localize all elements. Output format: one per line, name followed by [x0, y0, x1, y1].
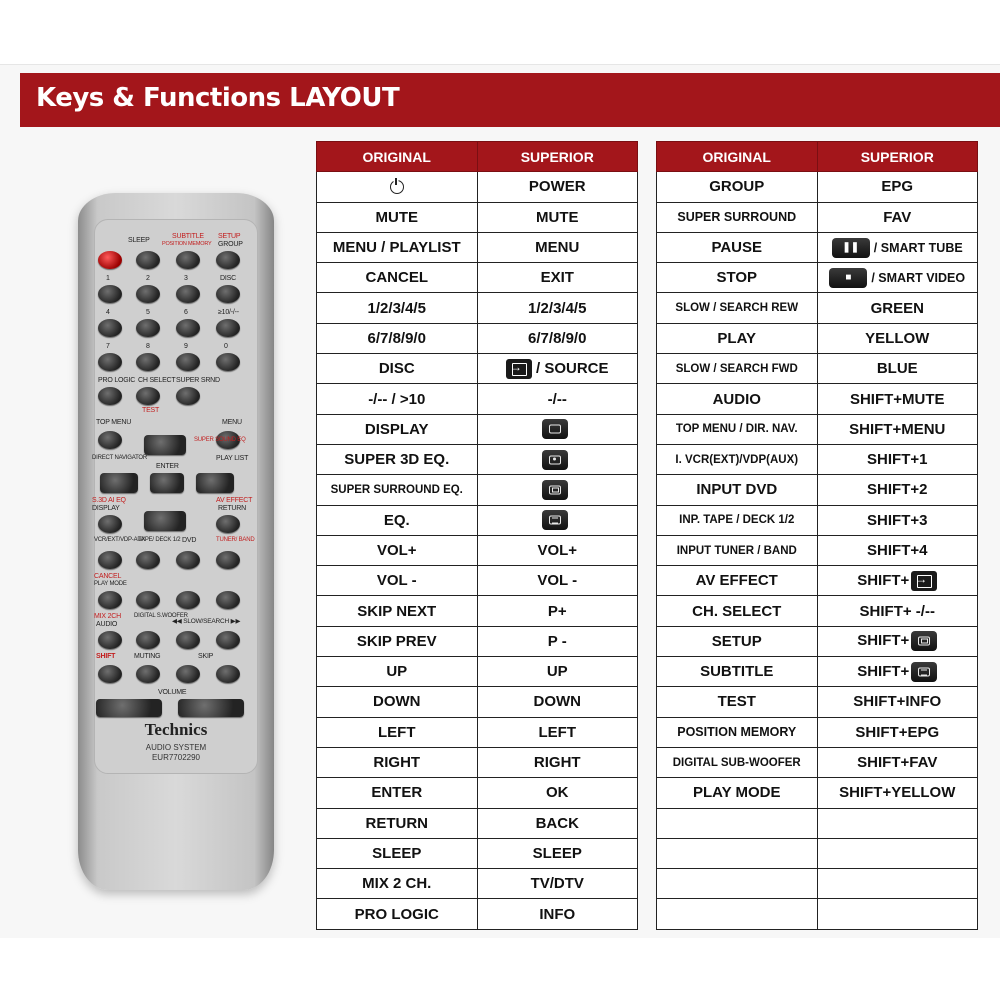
- original-cell: VOL+: [317, 535, 478, 565]
- remote-key: [98, 285, 122, 303]
- remote-key: [216, 353, 240, 371]
- superior-cell-text: SHIFT+: [857, 571, 910, 589]
- superior-cell-text: SHIFT+: [857, 632, 910, 650]
- table-row: [317, 475, 638, 505]
- original-cell: -/-- / >10: [317, 384, 478, 414]
- remote-key: [136, 353, 160, 371]
- column-header-superior: SUPERIOR: [477, 142, 638, 172]
- remote-sleep-key: [136, 251, 160, 269]
- table-row: [657, 596, 978, 626]
- table-row: [657, 899, 978, 929]
- remote-key: [98, 665, 122, 683]
- original-cell: [657, 899, 818, 929]
- remote-label-sleep: SLEEP: [128, 237, 150, 244]
- remote-key: [216, 319, 240, 337]
- remote-label-skip: SKIP: [198, 653, 214, 660]
- key-mapping-table-right: [656, 141, 978, 930]
- original-cell: EQ.: [317, 505, 478, 535]
- superior-cell: UP: [477, 657, 638, 687]
- superior-cell: EPG: [817, 172, 978, 202]
- table-row: [657, 505, 978, 535]
- original-cell: INPUT TUNER / BAND: [657, 535, 818, 565]
- remote-label-digital-swoofer: DIGITAL S.WOOFER: [134, 613, 188, 619]
- superior-cell: VOL -: [477, 566, 638, 596]
- remote-control-image: [78, 193, 274, 890]
- superior-cell: SHIFT+MENU: [817, 414, 978, 444]
- display-key-icon: [542, 419, 568, 439]
- key-mapping-table-left: [316, 141, 638, 930]
- source-icon: [911, 571, 937, 591]
- superior-cell: P+: [477, 596, 638, 626]
- original-cell: INP. TAPE / DECK 1/2: [657, 505, 818, 535]
- remote-key: [136, 387, 160, 405]
- superior-cell: MUTE: [477, 202, 638, 232]
- title-banner: [20, 73, 1000, 127]
- remote-label-digit: 1: [106, 275, 110, 282]
- original-cell: PLAY: [657, 323, 818, 353]
- remote-label-menu: MENU: [222, 419, 242, 426]
- table-row: [317, 354, 638, 384]
- superior-cell: SHIFT+YELLOW: [817, 778, 978, 808]
- superior-cell: SHIFT+FAV: [817, 747, 978, 777]
- remote-volume-down-key: [96, 699, 162, 717]
- remote-key: [136, 285, 160, 303]
- remote-key: [176, 319, 200, 337]
- remote-label-super-sound-eq: SUPER SOUND EQ: [194, 437, 246, 443]
- remote-power-key: [98, 251, 122, 269]
- superior-cell: [477, 475, 638, 505]
- original-cell: GROUP: [657, 172, 818, 202]
- remote-label-setup: SETUP: [218, 233, 241, 240]
- remote-label-s3d-ai-eq: S.3D AI EQ: [92, 497, 126, 504]
- original-cell: DISPLAY: [317, 414, 478, 444]
- remote-subtitle-key: [176, 251, 200, 269]
- remote-label-mix-2ch: MIX 2CH: [94, 613, 121, 620]
- table-row: [657, 232, 978, 262]
- superior-cell: SHIFT+1: [817, 444, 978, 474]
- superior-cell: SHIFT+3: [817, 505, 978, 535]
- remote-play-key: [216, 591, 240, 609]
- superior-cell-text: SHIFT+: [857, 662, 910, 680]
- superior-cell: BLUE: [817, 354, 978, 384]
- table-row: [657, 172, 978, 202]
- remote-label-ch-select: CH SELECT: [138, 377, 176, 384]
- remote-label-play-list: PLAY LIST: [216, 455, 249, 462]
- superior-cell: FAV: [817, 202, 978, 232]
- remote-key: [216, 631, 240, 649]
- remote-label-top-menu: TOP MENU: [96, 419, 132, 426]
- superior-cell: [817, 232, 978, 262]
- original-cell: TEST: [657, 687, 818, 717]
- table-row: [657, 414, 978, 444]
- table-row: [317, 657, 638, 687]
- remote-label-muting: MUTING: [134, 653, 161, 660]
- remote-label-tuner-band: TUNER/ BAND: [216, 537, 255, 543]
- original-cell: SUPER SURROUND EQ.: [317, 475, 478, 505]
- original-cell: DISC: [317, 354, 478, 384]
- remote-key: [98, 551, 122, 569]
- table-row: [317, 838, 638, 868]
- remote-key: [216, 665, 240, 683]
- remote-key: [176, 353, 200, 371]
- remote-label-play-mode: PLAY MODE: [94, 581, 127, 587]
- table-row: [657, 293, 978, 323]
- remote-brand-logo: Technics: [144, 720, 208, 739]
- original-cell: SUBTITLE: [657, 657, 818, 687]
- superior-cell: SHIFT+ -/--: [817, 596, 978, 626]
- remote-label-slow-search: ◀◀ SLOW/SEARCH ▶▶: [172, 618, 241, 625]
- remote-label-display: DISPLAY: [92, 505, 120, 512]
- remote-label-enter: ENTER: [156, 463, 179, 470]
- remote-setup-key: [216, 251, 240, 269]
- remote-key: [98, 431, 122, 449]
- superior-cell: [477, 354, 638, 384]
- original-cell: RETURN: [317, 808, 478, 838]
- superior-cell: SHIFT+2: [817, 475, 978, 505]
- remote-left-key: [100, 473, 138, 493]
- superior-cell: [817, 899, 978, 929]
- remote-model-number: EUR7702290: [151, 753, 201, 762]
- remote-label-group: GROUP: [218, 241, 243, 248]
- remote-key: [176, 631, 200, 649]
- table-row: [657, 263, 978, 293]
- table-row: [317, 596, 638, 626]
- remote-label-dvd: DVD: [182, 537, 197, 544]
- table-row: [657, 566, 978, 596]
- remote-key: [136, 319, 160, 337]
- table-header-row: [317, 142, 638, 172]
- remote-key: [136, 665, 160, 683]
- remote-label-pro-logic: PRO LOGIC: [98, 377, 136, 384]
- superior-cell: [817, 657, 978, 687]
- table-row: [317, 899, 638, 929]
- remote-key: [98, 631, 122, 649]
- superior-cell: SHIFT+MUTE: [817, 384, 978, 414]
- superior-cell-text: / SOURCE: [535, 359, 609, 377]
- superior-cell: OK: [477, 778, 638, 808]
- table-row: [657, 657, 978, 687]
- superior-cell: LEFT: [477, 717, 638, 747]
- remote-label-digit: 4: [106, 309, 110, 316]
- remote-stop-key: [176, 591, 200, 609]
- remote-label-disc: DISC: [220, 275, 236, 282]
- table-row: [317, 687, 638, 717]
- original-cell: PRO LOGIC: [317, 899, 478, 929]
- superior-cell: BACK: [477, 808, 638, 838]
- original-cell: POSITION MEMORY: [657, 717, 818, 747]
- remote-label-av-effect: AV EFFECT: [216, 497, 253, 504]
- remote-label-digit: 3: [184, 275, 188, 282]
- superior-cell: [817, 838, 978, 868]
- table-row: [317, 869, 638, 899]
- superior-cell: 6/7/8/9/0: [477, 323, 638, 353]
- surround-eq-key-icon: [542, 480, 568, 500]
- superior-cell: TV/DTV: [477, 869, 638, 899]
- table-row: [317, 263, 638, 293]
- original-cell: SKIP PREV: [317, 626, 478, 656]
- table-row: [317, 202, 638, 232]
- table-row: [657, 778, 978, 808]
- remote-key: [98, 515, 122, 533]
- original-cell: MENU / PLAYLIST: [317, 232, 478, 262]
- column-header-original: ORIGINAL: [657, 142, 818, 172]
- original-cell: SLOW / SEARCH FWD: [657, 354, 818, 384]
- original-cell: PLAY MODE: [657, 778, 818, 808]
- table-row: [657, 475, 978, 505]
- top-whitespace: [0, 0, 1000, 64]
- original-cell: INPUT DVD: [657, 475, 818, 505]
- remote-key: [216, 285, 240, 303]
- remote-key: [136, 551, 160, 569]
- table-row: [317, 444, 638, 474]
- remote-key: [136, 631, 160, 649]
- remote-label-audio: AUDIO: [96, 621, 118, 628]
- table-row: [317, 384, 638, 414]
- remote-label-digit: 0: [224, 343, 228, 350]
- original-cell: SLOW / SEARCH REW: [657, 293, 818, 323]
- original-cell: PAUSE: [657, 232, 818, 262]
- table-row: [657, 747, 978, 777]
- original-cell: MIX 2 CH.: [317, 869, 478, 899]
- superior-cell: DOWN: [477, 687, 638, 717]
- table-row: [657, 838, 978, 868]
- table-row: [317, 535, 638, 565]
- original-cell: ENTER: [317, 778, 478, 808]
- original-cell: [317, 172, 478, 202]
- original-cell: AUDIO: [657, 384, 818, 414]
- remote-label-test: TEST: [142, 407, 160, 414]
- original-cell: VOL -: [317, 566, 478, 596]
- superior-cell: [477, 444, 638, 474]
- superior-cell-text: / SMART TUBE: [873, 240, 963, 255]
- table-row: [657, 869, 978, 899]
- superior-cell: EXIT: [477, 263, 638, 293]
- table-row: [657, 384, 978, 414]
- super-3d-key-icon: [542, 450, 568, 470]
- remote-label-vcr-ext: VCR/EXT/VDP-AUX: [94, 537, 146, 543]
- remote-key: [98, 591, 122, 609]
- original-cell: I. VCR(EXT)/VDP(AUX): [657, 444, 818, 474]
- superior-cell: SHIFT+4: [817, 535, 978, 565]
- table-row: [317, 172, 638, 202]
- remote-subtitle-text: AUDIO SYSTEM: [145, 743, 207, 752]
- original-cell: SETUP: [657, 626, 818, 656]
- page-title: Keys & Functions LAYOUT: [36, 83, 400, 113]
- original-cell: SKIP NEXT: [317, 596, 478, 626]
- table-row: [317, 778, 638, 808]
- original-cell: SUPER SURROUND: [657, 202, 818, 232]
- superior-cell: VOL+: [477, 535, 638, 565]
- table-row: [657, 626, 978, 656]
- remote-label-position-memory: POSITION MEMORY: [162, 241, 212, 247]
- original-cell: 1/2/3/4/5: [317, 293, 478, 323]
- original-cell: AV EFFECT: [657, 566, 818, 596]
- remote-label-digit: 5: [146, 309, 150, 316]
- pause-key-icon: ❚❚: [832, 238, 870, 258]
- superior-cell: [817, 566, 978, 596]
- remote-up-key: [144, 435, 186, 455]
- remote-key: [176, 665, 200, 683]
- superior-cell: -/--: [477, 384, 638, 414]
- remote-pause-key: [136, 591, 160, 609]
- remote-label-digit: 6: [184, 309, 188, 316]
- remote-right-key: [196, 473, 234, 493]
- eq-key-icon: [911, 662, 937, 682]
- remote-key: [216, 551, 240, 569]
- table-header-row: [657, 142, 978, 172]
- remote-label-direct-navigator: DIRECT NAVIGATOR: [92, 455, 148, 461]
- remote-label-volume: VOLUME: [158, 689, 187, 696]
- remote-key: [216, 515, 240, 533]
- original-cell: [657, 838, 818, 868]
- table-row: [317, 232, 638, 262]
- superior-cell: [817, 869, 978, 899]
- remote-down-key: [144, 511, 186, 531]
- remote-label-digit: 9: [184, 343, 188, 350]
- remote-key: [176, 285, 200, 303]
- superior-cell: 1/2/3/4/5: [477, 293, 638, 323]
- original-cell: [657, 869, 818, 899]
- superior-cell-text: / SMART VIDEO: [871, 270, 966, 285]
- remote-label-digit: 7: [106, 343, 110, 350]
- table-row: [317, 293, 638, 323]
- superior-cell: INFO: [477, 899, 638, 929]
- original-cell: DOWN: [317, 687, 478, 717]
- table-row: [657, 202, 978, 232]
- eq-key-icon: [542, 510, 568, 530]
- superior-cell: [477, 414, 638, 444]
- original-cell: SLEEP: [317, 838, 478, 868]
- remote-volume-up-key: [178, 699, 244, 717]
- table-row: [657, 323, 978, 353]
- remote-label-cancel: CANCEL: [94, 573, 122, 580]
- remote-label-return: RETURN: [218, 505, 246, 512]
- remote-key: [176, 387, 200, 405]
- table-row: [317, 414, 638, 444]
- table-row: [657, 444, 978, 474]
- superior-cell: SHIFT+INFO: [817, 687, 978, 717]
- table-row: [317, 323, 638, 353]
- superior-cell: MENU: [477, 232, 638, 262]
- original-cell: RIGHT: [317, 747, 478, 777]
- table-row: [317, 747, 638, 777]
- remote-label-plus10: ≥10/-/--: [218, 309, 239, 316]
- original-cell: SUPER 3D EQ.: [317, 444, 478, 474]
- source-icon: [506, 359, 532, 379]
- table-row: [317, 717, 638, 747]
- remote-key: [98, 353, 122, 371]
- superior-cell: [477, 505, 638, 535]
- original-cell: DIGITAL SUB-WOOFER: [657, 747, 818, 777]
- surround-eq-key-icon: [911, 631, 937, 651]
- remote-label-digit: 2: [146, 275, 150, 282]
- table-row: [317, 626, 638, 656]
- table-row: [317, 808, 638, 838]
- column-header-superior: SUPERIOR: [817, 142, 978, 172]
- remote-enter-key: [150, 473, 184, 493]
- stop-key-icon: ■: [829, 268, 867, 288]
- original-cell: CANCEL: [317, 263, 478, 293]
- superior-cell: RIGHT: [477, 747, 638, 777]
- table-row: [657, 354, 978, 384]
- original-cell: TOP MENU / DIR. NAV.: [657, 414, 818, 444]
- remote-label-tape-deck: TAPE/ DECK 1/2: [138, 537, 181, 543]
- original-cell: 6/7/8/9/0: [317, 323, 478, 353]
- superior-cell: GREEN: [817, 293, 978, 323]
- table-row: [657, 808, 978, 838]
- remote-label-super-srnd: SUPER SRND: [176, 377, 220, 384]
- table-row: [317, 505, 638, 535]
- table-row: [657, 535, 978, 565]
- column-header-original: ORIGINAL: [317, 142, 478, 172]
- remote-label-subtitle: SUBTITLE: [172, 233, 204, 240]
- original-cell: STOP: [657, 263, 818, 293]
- original-cell: UP: [317, 657, 478, 687]
- superior-cell: SHIFT+EPG: [817, 717, 978, 747]
- remote-key: [176, 551, 200, 569]
- original-cell: LEFT: [317, 717, 478, 747]
- superior-cell: [817, 626, 978, 656]
- superior-cell: P -: [477, 626, 638, 656]
- superior-cell: YELLOW: [817, 323, 978, 353]
- superior-cell: SLEEP: [477, 838, 638, 868]
- table-row: [317, 566, 638, 596]
- remote-label-digit: 8: [146, 343, 150, 350]
- remote-label-shift: SHIFT: [96, 653, 116, 660]
- original-cell: [657, 808, 818, 838]
- table-row: [657, 717, 978, 747]
- remote-key: [98, 319, 122, 337]
- superior-cell: POWER: [477, 172, 638, 202]
- original-cell: MUTE: [317, 202, 478, 232]
- superior-cell: [817, 808, 978, 838]
- superior-cell: [817, 263, 978, 293]
- table-row: [657, 687, 978, 717]
- original-cell: CH. SELECT: [657, 596, 818, 626]
- remote-key: [98, 387, 122, 405]
- power-icon: [390, 180, 404, 194]
